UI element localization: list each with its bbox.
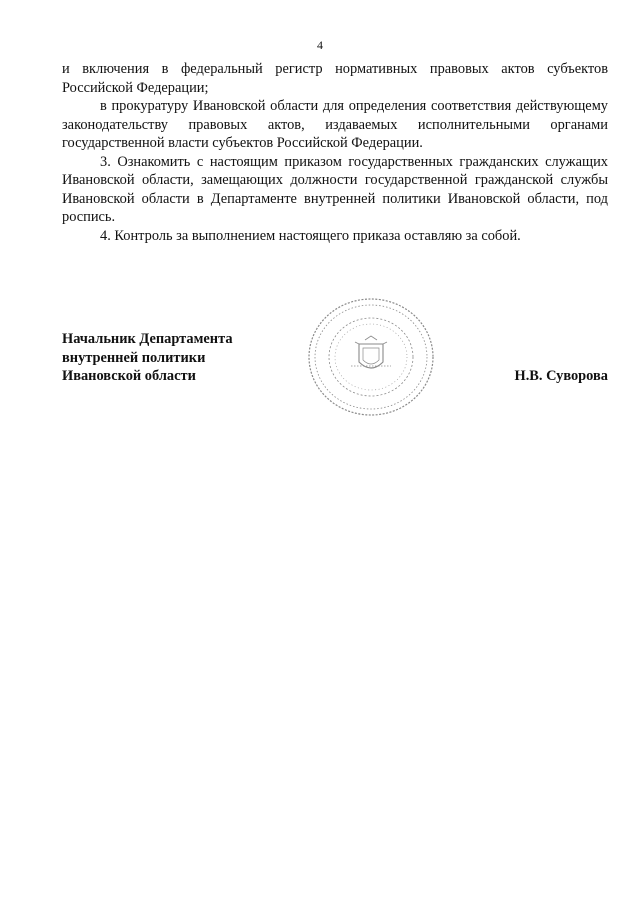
page-number: 4 xyxy=(317,38,323,52)
signer-position-line: внутренней политики xyxy=(62,349,206,366)
signer-position-line: Ивановской области xyxy=(62,368,196,384)
signer-position xyxy=(62,330,233,386)
document-body xyxy=(62,60,608,245)
paragraph-continuation: и включения в федеральный регистр нормативных правовых актов субъектов Российской Федерации; xyxy=(62,61,608,96)
signer-position-line: Начальник Департамента xyxy=(62,331,233,347)
paragraph-prosecutor: в прокуратуру Ивановской области для определения соответствия действующему законодательству правовых актов, издаваемых исполнительными органами государственной власти субъектов Российской Федерации. xyxy=(62,98,608,151)
signer-name: Н.В. Суворова xyxy=(514,368,608,384)
paragraph-item-4: 4. Контроль за выполнением настоящего приказа оставляю за собой. xyxy=(100,227,521,244)
paragraph-item-3: 3. Ознакомить с настоящим приказом государственных гражданских служащих Ивановской области, замещающих должности государственной гражданской службы Ивановской области в Департаменте внутренней политики Ивановской области, под роспись. xyxy=(62,153,608,225)
signature-block xyxy=(62,330,608,390)
